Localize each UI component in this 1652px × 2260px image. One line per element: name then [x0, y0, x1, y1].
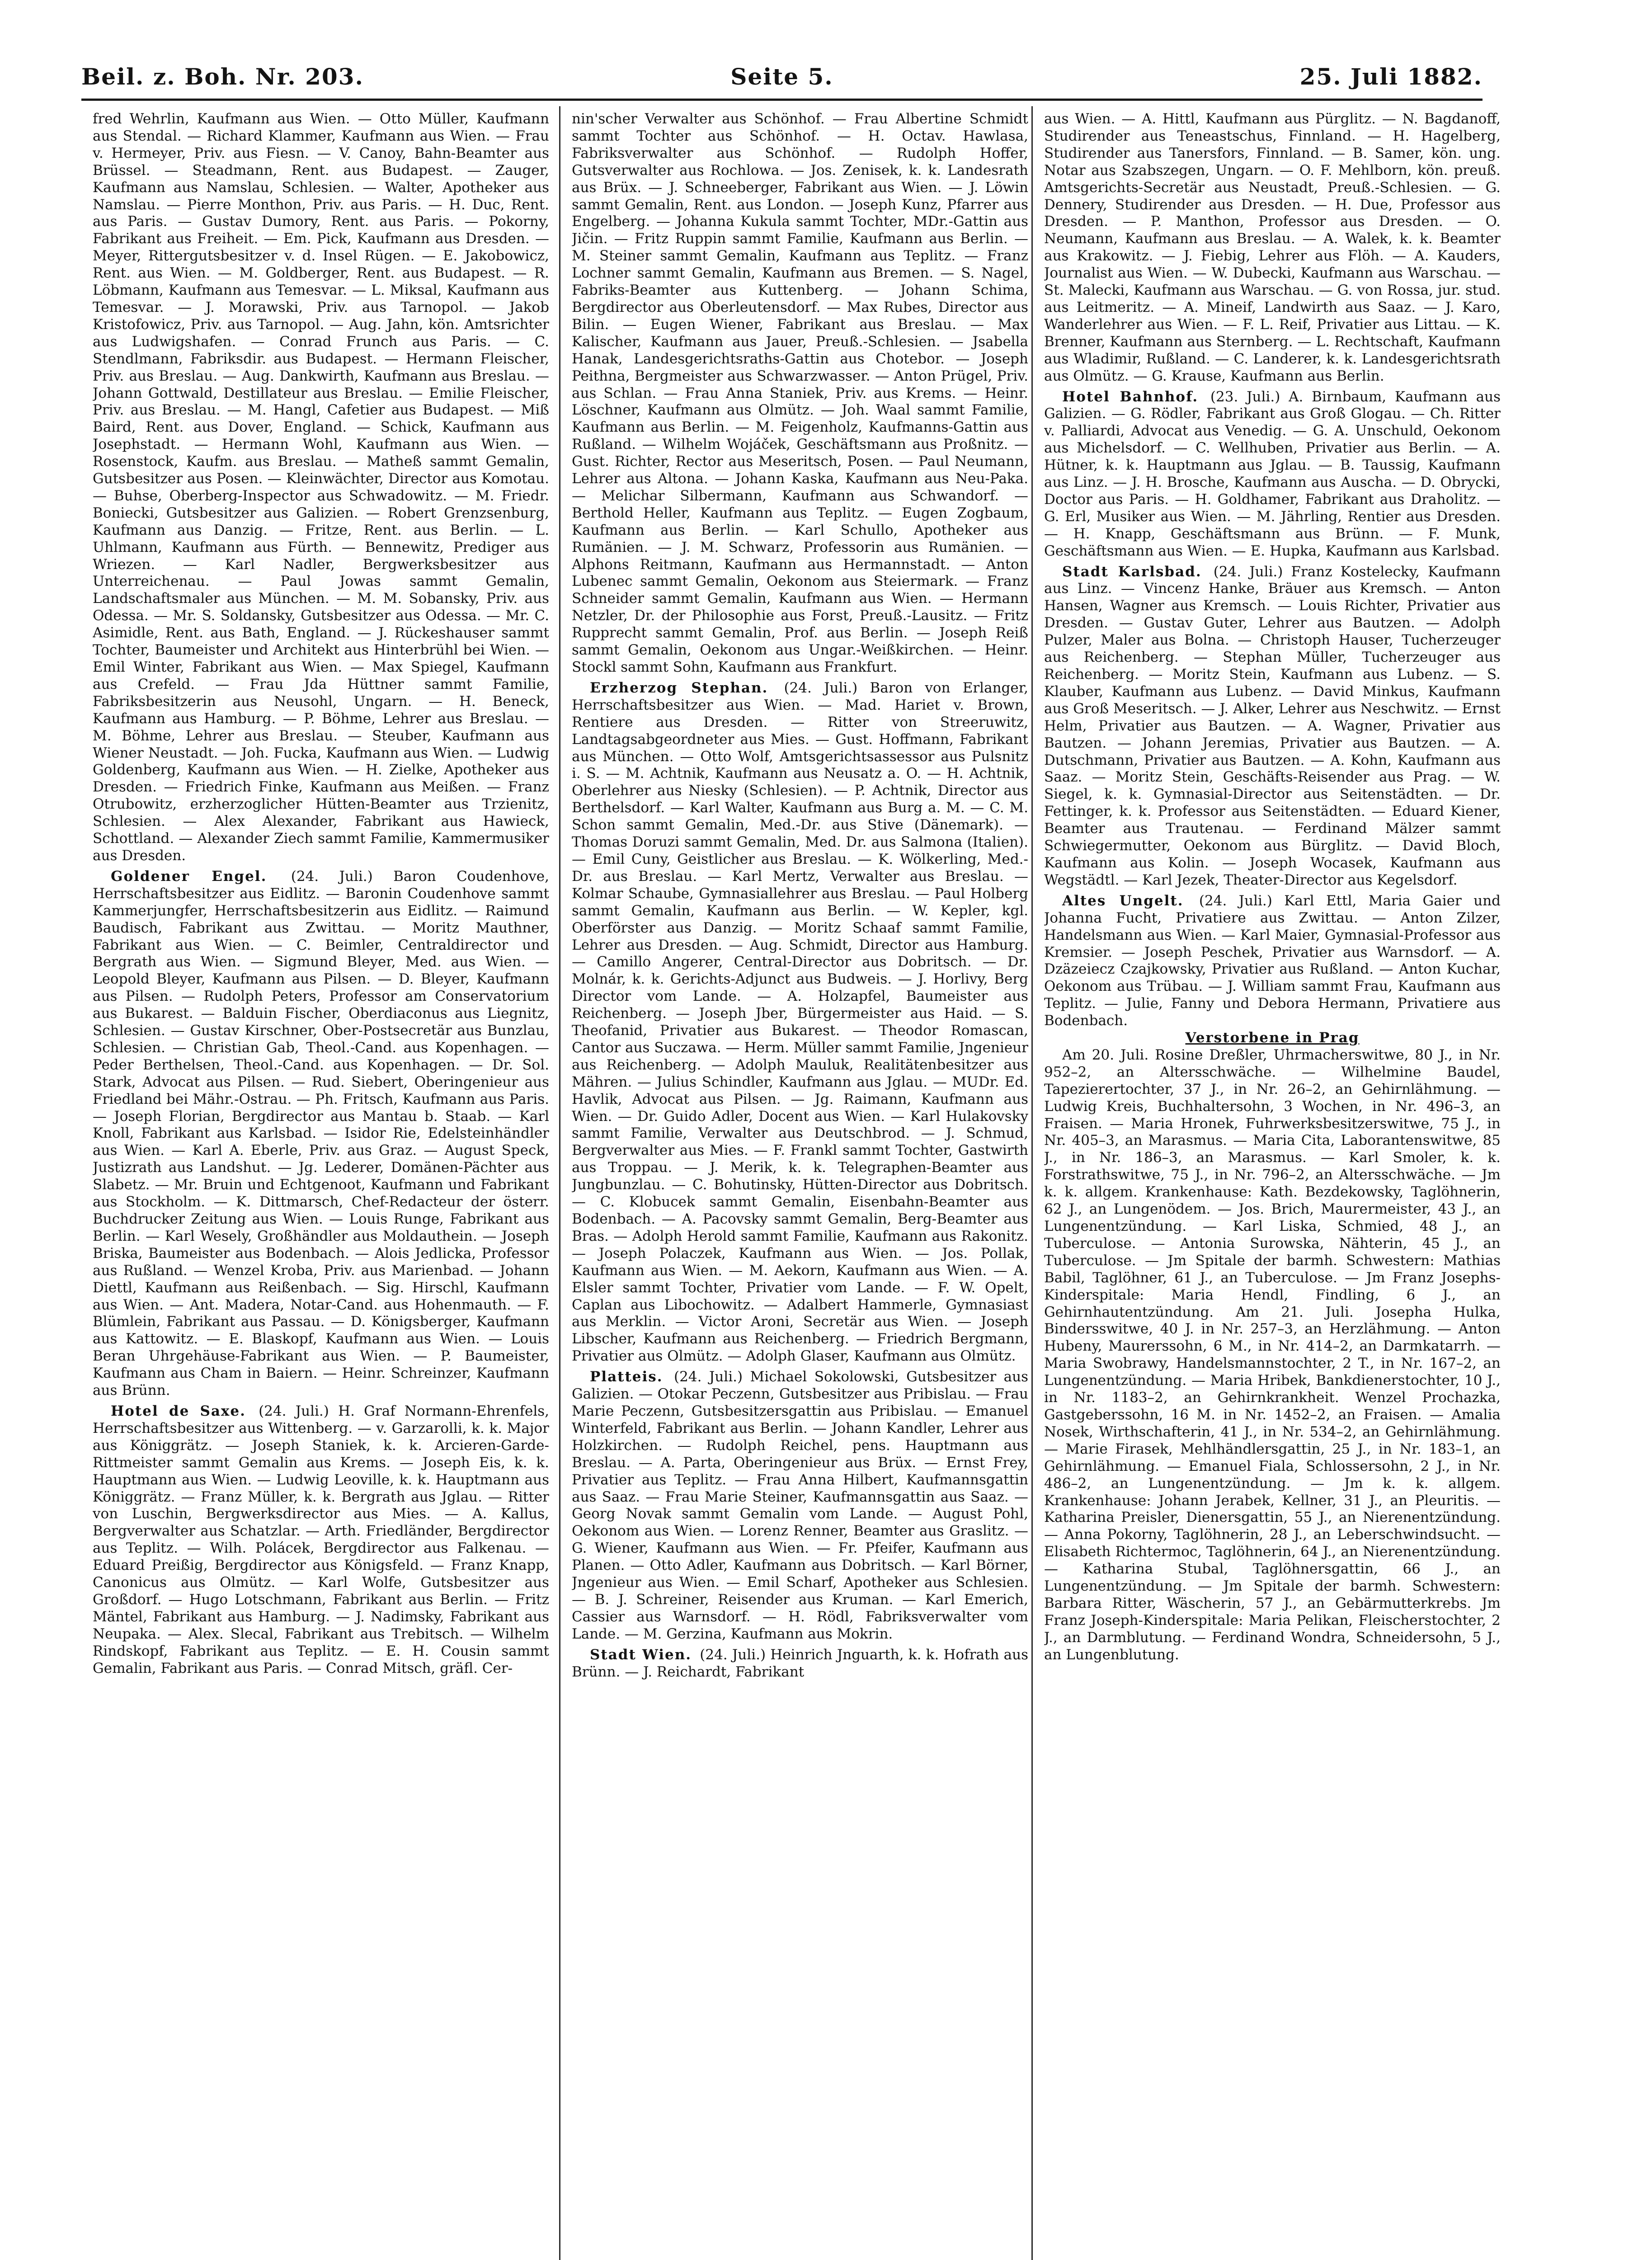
guest-list: Franz Kostelecky, Kaufmann aus Linz. — Vincenz Hanke, Bräuer aus Kremsch. — Anton Hansen, Wagner aus Kremsch. — Louis Richter, Privatier aus Dresden. — Gustav Guter, Lehrer aus Bautzen. — Adolph Pulzer, Maler aus Bolna. — Christoph Hauser, Tucherzeuger aus Reichenberg. — Stephan Müller, Tucherzeuger aus Reichenberg. — Moritz Stein, Kaufmann aus Lubenz. — S. Klauber, Kaufmann aus Lubenz. — David Minkus, Kaufmann aus Groß Meseritsch. — J. Alker, Lehrer aus Neschwitz. — Ernst Helm, Privatier aus Bautzen. — A. Wagner, Privatier aus Bautzen. — Johann Jeremias, Privatier aus Bautzen. — A. Dutschmann, Privatier aus Bautzen. — A. Kohn, Kaufmann aus Saaz. — Moritz Stein, Geschäfts-Reisender aus Prag. — W. Siegel, k. k. Gymnasial-Director aus Seitenstädten. — Dr. Fettinger, k. k. Professor aus Seitenstädten. — Eduard Kiener, Beamter aus Trautenau. — Ferdinand Mälzer sammt Schwiegermutter, Oekonom aus Bürglitz. — David Bloch, Kaufmann aus Kolin. — Joseph Wocasek, Kaufmann aus Wegstädtl. — Karl Jezek, Theater-Director aus Kegelsdorf. [1044, 563, 1501, 888]
guest-list: Baron von Erlanger, Herrschaftsbesitzer aus Wien. — Mad. Hariet v. Brown, Rentiere aus Dresden. — Ritter von Streeruwitz, Landtagsabgeordneter aus Mies. — Gust. Hoffmann, Fabrikant aus München. — Otto Wolf, Amtsgerichtsassessor aus Pulsnitz i. S. — M. Achtnik, Kaufmann aus Neusatz a. O. — H. Achtnik, Oberlehrer aus Niesky (Schlesien). — P. Achtnik, Director aus Berthelsdorf. — Karl Walter, Kaufmann aus Burg a. M. — C. M. Schon sammt Gemalin, Med.-Dr. aus Stive (Dänemark). — Thomas Doruzi sammt Gemalin, Med. Dr. aus Salmona (Italien). — Emil Cuny, Geistlicher aus Breslau. — K. Wölkerling, Med.-Dr. aus Breslau. — Karl Mertz, Verwalter aus Breslau. — Kolmar Schaube, Gymnasiallehrer aus Breslau. — Paul Holberg sammt Gemalin, Kaufmann aus Berlin. — W. Kepler, kgl. Oberförster aus Danzig. — Moritz Schaaf sammt Familie, Lehrer aus Dresden. — Aug. Schmidt, Director aus Hamburg. — Camillo Angerer, Central-Director aus Dobritsch. — Dr. Molnár, k. k. Gerichts-Adjunct aus Budweis. — J. Horlivy, Berg Director vom Lande. — A. Holzapfel, Baumeister aus Reichenberg. — Joseph Jber, Bürgermeister aus Haid. — S. Theofanid, Privatier aus Bukarest. — Theodor Romascan, Cantor aus Suczawa. — Herm. Müller sammt Familie, Jngenieur aus Reichenberg. — Adolph Mauluk, Realitätenbesitzer aus Mähren. — Julius Schindler, Kaufmann aus Jglau. — MUDr. Ed. Havlik, Advocat aus Pilsen. — Jg. Raimann, Kaufmann aus Wien. — Dr. Guido Adler, Docent aus Wien. — Karl Hulakovsky sammt Familie, Verwalter aus Deutschbrod. — J. Schmud, Bergverwalter aus Mies. — F. Frankl sammt Tochter, Gastwirth aus Troppau. — J. Merik, k. k. Telegraphen-Beamter aus Jungbunzlau. — C. Bohutinsky, Hütten-Director aus Dobritsch. — C. Klobucek sammt Gemalin, Eisenbahn-Beamter aus Bodenbach. — A. Pacovsky sammt Gemalin, Berg-Beamter aus Bras. — Adolph Herold sammt Familie, Kaufmann aus Rakonitz. — Joseph Polaczek, Kaufmann aus Wien. — Jos. Pollak, Kaufmann aus Wien. — M. Aekorn, Kaufmann aus Wien. — A. Elsler sammt Tochter, Privatier vom Lande. — F. W. Opelt, Caplan aus Libochowitz. — Adalbert Hammerle, Gymnasiast aus Merklin. — Victor Aroni, Secretär aus Wien. — Joseph Libscher, Kaufmann aus Reichenberg. — Friedrich Bergmann, Privatier aus Olmütz. — Adolph Glaser, Kaufmann aus Olmütz. [572, 679, 1028, 1365]
guest-list: Michael Sokolowski, Gutsbesitzer aus Galizien. — Otokar Peczenn, Gutsbesitzer aus Pribislau. — Frau Marie Peczenn, Gutsbesitzersgattin aus Pribislau. — Emanuel Winterfeld, Fabrikant aus Berlin. — Johann Kandler, Lehrer aus Holzkirchen. — Rudolph Reichel, pens. Hauptmann aus Breslau. — A. Parta, Oberingenieur aus Brüx. — Ernst Frey, Privatier aus Teplitz. — Frau Anna Hilbert, Kaufmannsgattin aus Saaz. — Frau Marie Steiner, Kaufmannsgattin aus Saaz. — Georg Novak sammt Gemalin vom Lande. — August Pohl, Oekonom aus Wien. — Lorenz Renner, Beamter aus Graslitz. — G. Wiener, Kaufmann aus Wien. — Fr. Pfeifer, Kaufmann aus Planen. — Otto Adler, Kaufmann aus Dobritsch. — Karl Börner, Jngenieur aus Wien. — Emil Scharf, Apotheker aus Schlesien. — B. J. Schreiner, Reisender aus Kruman. — Karl Emerich, Cassier aus Warnsdorf. — H. Rödl, Fabriksverwalter vom Lande. — M. Gerzina, Kaufmann aus Mokrin. [572, 1369, 1028, 1642]
hotel-section-hotel-de-saxe [93, 1403, 549, 1677]
hotel-name: Platteis. [590, 1369, 663, 1385]
hotel-name: Goldener Engel. [111, 868, 267, 885]
deaths-heading [1044, 1030, 1501, 1047]
page-number: Seite 5. [730, 63, 833, 90]
hotel-section-goldener-engel [93, 868, 549, 1399]
guest-list: Heinrich Jnguarth, k. k. Hofrath aus Brünn. — J. Reichardt, Fabrikant [572, 1646, 1028, 1680]
guest-list: Karl Ettl, Maria Gaier und Johanna Fucht, Privatiere aus Zwittau. — Anton Zilzer, Handelsmann aus Wien. — Karl Maier, Gymnasial-Professor aus Kremsier. — Joseph Peschek, Privatier aus Warnsdorf. — A. Dzäzeiecz Czajkowsky, Privatier aus Rußland. — Anton Kuchar, Oekonom aus Trübau. — J. William sammt Frau, Kaufmann aus Teplitz. — Julie, Fanny und Debora Hermann, Privatiere aus Bodenbach. [1044, 892, 1501, 1029]
hotel-name: Stadt Wien. [590, 1646, 692, 1663]
guest-list-continued: fred Wehrlin, Kaufmann aus Wien. — Otto Müller, Kaufmann aus Stendal. — Richard Klammer, Kaufmann aus Wien. — Frau v. Hermeyer, Priv. aus Fiesn. — V. Canoy, Bahn-Beamter aus Brüssel. — Steadmann, Rent. aus Budapest. — Zauger, Kaufmann aus Namslau, Schlesien. — Walter, Apotheker aus Namslau. — Pierre Monthon, Priv. aus Paris. — H. Duc, Rent. aus Paris. — Gustav Dumory, Rent. aus Paris. — Pokorny, Fabrikant aus Freiheit. — Em. Pick, Kaufmann aus Dresden. — Meyer, Rittergutsbesitzer v. d. Insel Rügen. — E. Jakobowicz, Rent. aus Wien. — M. Goldberger, Rent. aus Budapest. — R. Löbmann, Kaufmann aus Temesvar. — L. Miksal, Kaufmann aus Temesvar. — J. Morawski, Priv. aus Tarnopol. — Jakob Kristofowicz, Priv. aus Tarnopol. — Aug. Jahn, kön. Amtsrichter aus Ludwigshafen. — Conrad Frunch aus Paris. — C. Stendlmann, Fabriksdir. aus Budapest. — Hermann Fleischer, Priv. aus Breslau. — Aug. Dankwirth, Kaufmann aus Breslau. — Johann Gottwald, Destillateur aus Breslau. — Emilie Fleischer, Priv. aus Breslau. — M. Hangl, Cafetier aus Budapest. — Miß Baird, Rent. aus Dover, England. — Schick, Kaufmann aus Josephstadt. — Hermann Wohl, Kaufmann aus Wien. — Rosenstock, Kaufm. aus Breslau. — Matheß sammt Gemalin, Gutsbesitzer aus Posen. — Kleinwächter, Director aus Komotau. — Buhse, Oberberg-Inspector aus Schwadowitz. — M. Friedr. Boniecki, Gutsbesitzer aus Galizien. — Robert Grenzsenburg, Kaufmann aus Danzig. — Fritze, Rent. aus Berlin. — L. Uhlmann, Kaufmann aus Fürth. — Bennewitz, Prediger aus Wriezen. — Karl Nadler, Bergwerksbesitzer aus Unterreichenau. — Paul Jowas sammt Gemalin, Landschaftsmaler aus München. — M. M. Sobansky, Priv. aus Odessa. — Mr. S. Soldansky, Gutsbesitzer aus Odessa. — Mr. C. Asimidle, Rent. aus Bath, England. — J. Rückeshauser sammt Tochter, Baumeister und Architekt aus Hinterbrühl bei Wien. — Emil Winter, Fabrikant aus Wien. — Max Spiegel, Kaufmann aus Crefeld. — Frau Jda Hüttner sammt Familie, Fabriksbesitzerin aus Neusohl, Ungarn. — H. Beneck, Kaufmann aus Hamburg. — P. Böhme, Lehrer aus Breslau. — M. Böhme, Lehrer aus Breslau. — Steuber, Kaufmann aus Wiener Neustadt. — Joh. Fucka, Kaufmann aus Wien. — Ludwig Goldenberg, Kaufmann aus Wien. — H. Zielke, Apotheker aus Dresden. — Friedrich Finke, Kaufmann aus Meißen. — Franz Otrubowitz, erzherzoglicher Hütten-Beamter aus Trzienitz, Schlesien. — Alex Alexander, Fabrikant aus Hawieck, Schottland. — Alexander Ziech sammt Familie, Kammermusiker aus Dresden. [93, 111, 549, 864]
guest-list: Baron Coudenhove, Herrschaftsbesitzer aus Eidlitz. — Baronin Coudenhove sammt Kammerjungfer, Herrschaftsbesitzerin aus Eidlitz. — Raimund Baudisch, Fabrikant aus Zwittau. — Moritz Mauthner, Fabrikant aus Wien. — C. Beimler, Centraldirector und Bergrath aus Wien. — Sigmund Bleyer, Med. aus Wien. — Leopold Bleyer, Kaufmann aus Pilsen. — D. Bleyer, Kaufmann aus Pilsen. — Rudolph Peters, Professor am Conservatorium aus Bukarest. — Balduin Fischer, Oberdiaconus aus Liegnitz, Schlesien. — Gustav Kirschner, Ober-Postsecretär aus Bunzlau, Schlesien. — Christian Gab, Theol.-Cand. aus Kopenhagen. — Peder Berthelsen, Theol.-Cand. aus Kopenhagen. — Dr. Sol. Stark, Advocat aus Pilsen. — Rud. Siebert, Oberingenieur aus Friedland bei Mähr.-Ostrau. — Ph. Fritsch, Kaufmann aus Paris. — Joseph Florian, Bergdirector aus Mantau b. Staab. — Karl Knoll, Fabrikant aus Karlsbad. — Isidor Rie, Edelsteinhändler aus Wien. — Karl A. Eberle, Priv. aus Graz. — August Speck, Justizrath aus Landshut. — Jg. Lederer, Domänen-Pächter aus Slabetz. — Mr. Bruin und Echtgenoot, Kaufmann und Fabrikant aus Stockholm. — K. Dittmarsch, Chef-Redacteur der österr. Buchdrucker Zeitung aus Wien. — Louis Runge, Fabrikant aus Berlin. — Karl Wesely, Großhändler aus Moldauthein. — Joseph Briska, Baumeister aus Bodenbach. — Alois Jedlicka, Professor aus Rußland. — Wenzel Kroba, Priv. aus Marienbad. — Johann Diettl, Kaufmann aus Reißenbach. — Sig. Hirschl, Kaufmann aus Wien. — Ant. Madera, Notar-Cand. aus Hohenmauth. — F. Blümlein, Fabrikant aus Passau. — D. Königsberger, Kaufmann aus Kattowitz. — E. Blaskopf, Kaufmann aus Wien. — Louis Beran Uhrgehäuse-Fabrikant aus Wien. — P. Baumeister, Kaufmann aus Cham in Baiern. — Heinr. Schreinzer, Kaufmann aus Brünn. [93, 868, 549, 1399]
column-divider [559, 106, 560, 2260]
issue-number: Beil. z. Boh. Nr. 203. [81, 63, 364, 90]
hotel-date: (24. Juli.) [1199, 892, 1272, 909]
hotel-section-platteis [572, 1369, 1028, 1643]
issue-date: 25. Juli 1882. [1299, 63, 1483, 90]
column-divider [1031, 106, 1033, 2260]
guest-list: A. Birnbaum, Kaufmann aus Galizien. — G. Rödler, Fabrikant aus Groß Glogau. — Ch. Ritter v. Palliardi, Advocat aus Venedig. — G. A. Unschuld, Oekonom aus Michelsdorf. — C. Wellhuben, Privatier aus Berlin. — A. Hütner, k. k. Hauptmann aus Jglau. — B. Taussig, Kaufmann aus Linz. — J. H. Brosche, Kaufmann aus Auscha. — D. Obrycki, Doctor aus Paris. — H. Goldhamer, Fabrikant aus Draholitz. — G. Erl, Musiker aus Wien. — M. Jährling, Rentier aus Dresden. — H. Knapp, Geschäftsmann aus Brünn. — F. Munk, Geschäftsmann aus Wien. — E. Hupka, Kaufmann aus Karlsbad. [1044, 388, 1501, 559]
hotel-section-stadt-karlsbad [1044, 564, 1501, 889]
header-rule [81, 99, 1483, 101]
hotel-date: (24. Juli.) [291, 868, 373, 885]
hotel-name: Stadt Karlsbad. [1062, 563, 1202, 580]
hotel-date: (23. Juli.) [1210, 388, 1280, 405]
hotel-section-stadt-wien [572, 1647, 1028, 1681]
guest-list-continued: aus Wien. — A. Hittl, Kaufmann aus Pürglitz. — N. Bagdanoff, Studirender aus Teneastschus, Finnland. — H. Hagelberg, Studirender aus Tanersfors, Finnland. — B. Samer, kön. ung. Notar aus Szabszegen, Ungarn. — O. F. Mehlborn, kön. preuß. Amtsgerichts-Secretär aus Neustadt, Preuß.-Schlesien. — G. Dennery, Studirender aus Dresden. — H. Due, Professor aus Dresden. — P. Manthon, Professor aus Dresden. — O. Neumann, Kaufmann aus Breslau. — A. Walek, k. k. Beamter aus Krakowitz. — J. Fiebig, Lehrer aus Flöh. — A. Kauders, Journalist aus Wien. — W. Dubecki, Kaufmann aus Warschau. — St. Malecki, Kaufmann aus Warschau. — G. von Rossa, jur. stud. aus Leitmeritz. — A. Mineif, Landwirth aus Saaz. — J. Karo, Wanderlehrer aus Wien. — F. L. Reif, Privatier aus Littau. — K. Brenner, Kaufmann aus Sternberg. — L. Rechtschaft, Kaufmann aus Wladimir, Rußland. — C. Landerer, k. k. Landesgerichtsrath aus Olmütz. — G. Krause, Kaufmann aus Berlin. [1044, 111, 1501, 384]
hotel-section-erzherzog-stephan [572, 680, 1028, 1365]
hotel-name: Hotel Bahnhof. [1062, 388, 1199, 405]
hotel-name: Erzherzog Stephan. [590, 679, 768, 696]
hotel-section-altes-ungelt [1044, 893, 1501, 1030]
deaths-title: Verstorbene in Prag [1185, 1030, 1360, 1046]
guest-list: H. Graf Normann-Ehrenfels, Herrschaftsbesitzer aus Wittenberg. — v. Garzarolli, k. k. Major aus Königgrätz. — Joseph Staniek, k. k. Arcieren-Garde-Rittmeister sammt Gemalin aus Krems. — Joseph Eis, k. k. Hauptmann aus Wien. — Ludwig Leoville, k. k. Hauptmann aus Königgrätz. — Franz Müller, k. k. Bergrath aus Jglau. — Ritter von Luschin, Bergwerksdirector aus Mies. — A. Kallus, Bergverwalter aus Schatzlar. — Arth. Friedländer, Bergdirector aus Teplitz. — Wilh. Polácek, Bergdirector aus Falkenau. — Eduard Preißig, Bergdirector aus Königsfeld. — Franz Knapp, Canonicus aus Olmütz. — Karl Wolfe, Gutsbesitzer aus Großdorf. — Hugo Lotschmann, Fabrikant aus Berlin. — Fritz Mäntel, Fabrikant aus Hamburg. — J. Nadimsky, Fabrikant aus Neupaka. — Alex. Slecal, Fabrikant aus Trebitsch. — Wilhelm Rindskopf, Fabrikant aus Teplitz. — E. H. Cousin sammt Gemalin, Fabrikant aus Paris. — Conrad Mitsch, gräfl. Cer- [93, 1403, 549, 1676]
hotel-date: (24. Juli.) [1213, 563, 1283, 580]
page-header [81, 63, 1483, 99]
hotel-name: Hotel de Saxe. [111, 1403, 246, 1419]
hotel-name: Altes Ungelt. [1062, 892, 1184, 909]
hotel-date: (24. Juli.) [700, 1646, 766, 1663]
column-middle [572, 111, 1028, 2260]
hotel-section-hotel-bahnhof [1044, 389, 1501, 560]
hotel-date: (24. Juli.) [674, 1369, 743, 1385]
deaths-list: Am 20. Juli. Rosine Dreßler, Uhrmacherswitwe, 80 J., in Nr. 952–2, an Altersschwäche. — Wilhelmine Baudel, Tapezierertochter, 37 J., in Nr. 26–2, an Gehirnlähmung. — Ludwig Kreis, Buchhaltersohn, 3 Wochen, in Nr. 496–3, an Fraisen. — Maria Hronek, Fuhrwerksbesitzerswitwe, 75 J., in Nr. 405–3, an Marasmus. — Maria Cita, Laborantenswitwe, 85 J., in Nr. 186–3, an Marasmus. — Karl Smoler, k. k. Forstrathswitwe, 75 J., in Nr. 796–2, an Altersschwäche. — Jm k. k. allgem. Krankenhause: Kath. Bezdekowsky, Taglöhnerin, 62 J., an Lungenödem. — Jos. Brich, Maurermeister, 43 J., an Lungenentzündung. — Karl Liska, Schmied, 48 J., an Tuberculose. — Antonia Surowska, Nähterin, 45 J., an Tuberculose. — Jm Spitale der barmh. Schwestern: Mathias Babil, Taglöhner, 61 J., an Tuberculose. — Jm Franz Josephs-Kinderspitale: Maria Hendl, Findling, 6 J., an Gehirnhautentzündung. Am 21. Juli. Josepha Hulka, Bindersswitwe, 40 J. in Nr. 257–3, an Herzlähmung. — Anton Hubeny, Maurerssohn, 6 M., in Nr. 414–2, an Darmkatarrh. — Maria Swobrawy, Handelsmannstochter, 2 T., in Nr. 167–2, an Lungenentzündung. — Maria Hribek, Bankdienerstochter, 10 J., in Nr. 1183–2, an Gehirnkrankheit. Wenzel Prochazka, Gastgeberssohn, 16 M. in Nr. 1452–2, an Fraisen. — Amalia Nosek, Wirthschafterin, 41 J., in Nr. 534–2, an Gehirnlähmung. — Marie Firasek, Mehlhändlersgattin, 25 J., in Nr. 183–1, an Gehirnlähmung. — Emanuel Fiala, Schlossersohn, 2 J., in Nr. 486–2, an Lungenentzündung. — Jm k. k. allgem. Krankenhause: Johann Jerabek, Kellner, 31 J., an Pleuritis. — Katharina Preisler, Dienersgattin, 55 J., an Nierenentzündung. — Anna Pokorny, Taglöhnerin, 28 J., an Leberschwindsucht. — Elisabeth Richtermoc, Taglöhnerin, 64 J., an Nierenentzündung. — Katharina Stubal, Taglöhnersgattin, 66 J., an Lungenentzündung. — Jm Spitale der barmh. Schwestern: Barbara Ritter, Wäscherin, 57 J., an Gebärmutterkrebs. Jm Franz Joseph-Kinderspitale: Maria Pelikan, Fleischerstochter, 2 J., an Darmblutung. — Ferdinand Wondra, Schneidersohn, 5 J., an Lungenblutung. [1044, 1046, 1501, 1663]
column-right [1044, 111, 1501, 2260]
hotel-date: (24. Juli.) [259, 1403, 329, 1419]
hotel-date: (24. Juli.) [784, 679, 858, 696]
column-left [93, 111, 549, 2260]
guest-list-continued: nin'scher Verwalter aus Schönhof. — Frau Albertine Schmidt sammt Tochter aus Schönhof. — H. Octav. Hawlasa, Fabriksverwalter aus Schönhof. — Rudolph Hoffer, Gutsverwalter aus Rochlowa. — Jos. Zenisek, k. k. Landesrath aus Brüx. — J. Schneeberger, Fabrikant aus Wien. — J. Löwin sammt Gemalin, Rent. aus London. — Joseph Kunz, Pfarrer aus Engelberg. — Johanna Kukula sammt Tochter, MDr.-Gattin aus Jičin. — Fritz Ruppin sammt Familie, Kaufmann aus Berlin. — M. Steiner sammt Gemalin, Kaufmann aus Teplitz. — Franz Lochner sammt Gemalin, Kaufmann aus Bremen. — S. Nagel, Fabriks-Beamter aus Kuttenberg. — Johann Schima, Bergdirector aus Oberleutensdorf. — Max Rubes, Director aus Bilin. — Eugen Wiener, Fabrikant aus Breslau. — Max Kalischer, Kaufmann aus Jauer, Preuß.-Schlesien. — Jsabella Hanak, Landesgerichtsraths-Gattin aus Chotebor. — Joseph Peithna, Bergmeister aus Schwarzwasser. — Anton Prügel, Priv. aus Schlan. — Frau Anna Staniek, Priv. aus Krems. — Heinr. Löschner, Kaufmann aus Olmütz. — Joh. Waal sammt Familie, Kaufmann aus Berlin. — M. Feigenholz, Kaufmanns-Gattin aus Rußland. — Wilhelm Wojáček, Geschäftsmann aus Proßnitz. — Gust. Richter, Rector aus Meseritsch, Posen. — Paul Neumann, Lehrer aus Altona. — Johann Kaska, Kaufmann aus Neu-Paka. — Melichar Silbermann, Kaufmann aus Schwandorf. — Berthold Heller, Kaufmann aus Teplitz. — Eugen Zogbaum, Kaufmann aus Berlin. — Karl Schullo, Apotheker aus Rumänien. — J. M. Schwarz, Professorin aus Rumänien. — Alphons Reitmann, Kaufmann aus Hermannstadt. — Anton Lubenec sammt Gemalin, Oekonom aus Steiermark. — Franz Schneider sammt Gemalin, Kaufmann aus Wien. — Hermann Netzler, Dr. der Philosophie aus Forst, Preuß.-Lausitz. — Fritz Rupprecht sammt Gemalin, Prof. aus Berlin. — Joseph Reiß sammt Gemalin, Oekonom aus Ungar.-Weißkirchen. — Heinr. Stockl sammt Sohn, Kaufmann aus Frankfurt. [572, 111, 1028, 675]
